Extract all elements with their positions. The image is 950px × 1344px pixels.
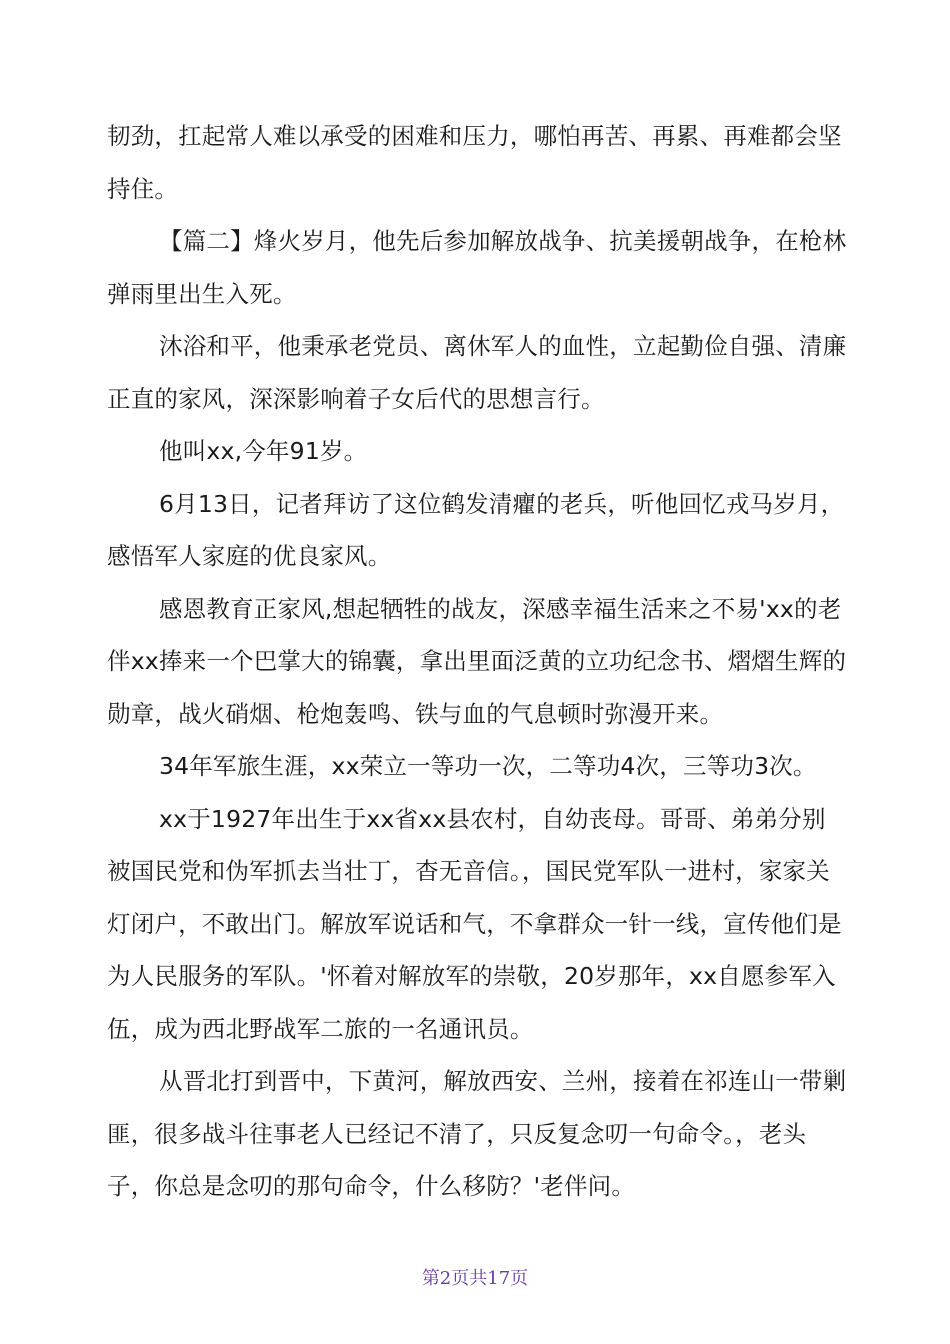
paragraph-battles: 从晋北打到晋中，下黄河，解放西安、兰州，接着在祁连山一带剿匪，很多战斗往事老人已经记不清了，只反复念叨一句命令。，老头子，你总是念叨的那句命令，什么移防？'老伴问。 (107, 1067, 847, 1200)
document-body (107, 110, 847, 1213)
paragraph-family-style: 沐浴和平，他秉承老党员、离休军人的血性，立起勤俭自强、清廉正直的家风，深深影响着子女后代的思想言行。 (107, 332, 847, 413)
paragraph-section-two: 【篇二】烽火岁月，他先后参加解放战争、抗美援朝战争，在枪林弹雨里出生入死。 (107, 227, 847, 308)
paragraph-early-life: xx于1927年出生于xx省xx县农村，自幼丧母。哥哥、弟弟分别被国民党和伪军抓去当壮丁，杳无音信。，国民党军队一进村，家家关灯闭户，不敢出门。解放军说话和气，不拿群众一针一线，宣传他们是为人民服务的军队。'怀着对解放军的崇敬，20岁那年，xx自愿参军入伍，成为西北野战军二旅的一名通讯员。 (107, 804, 842, 1043)
paragraph-merits: 34年军旅生涯，xx荣立一等功一次，二等功4次，三等功3次。 (159, 752, 817, 780)
paragraph-name-age: 他叫xx,今年91岁。 (159, 437, 368, 465)
page-number-footer: 第2页共17页 (421, 1268, 529, 1289)
paragraph-continuation: 韧劲，扛起常人难以承受的困难和压力，哪怕再苦、再累、再难都会坚持住。 (107, 122, 842, 203)
paragraph-interview: 6月13日，记者拜访了这位鹤发清癯的老兵，听他回忆戎马岁月，感悟军人家庭的优良家风。 (107, 489, 845, 570)
paragraph-gratitude: 感恩教育正家风,想起牺牲的战友，深感幸福生活来之不易'xx的老伴xx捧来一个巴掌大的锦囊，拿出里面泛黄的立功纪念书、熠熠生辉的勋章，战火硝烟、枪炮轰鸣、铁与血的气息顿时弥漫开来。 (107, 594, 847, 728)
